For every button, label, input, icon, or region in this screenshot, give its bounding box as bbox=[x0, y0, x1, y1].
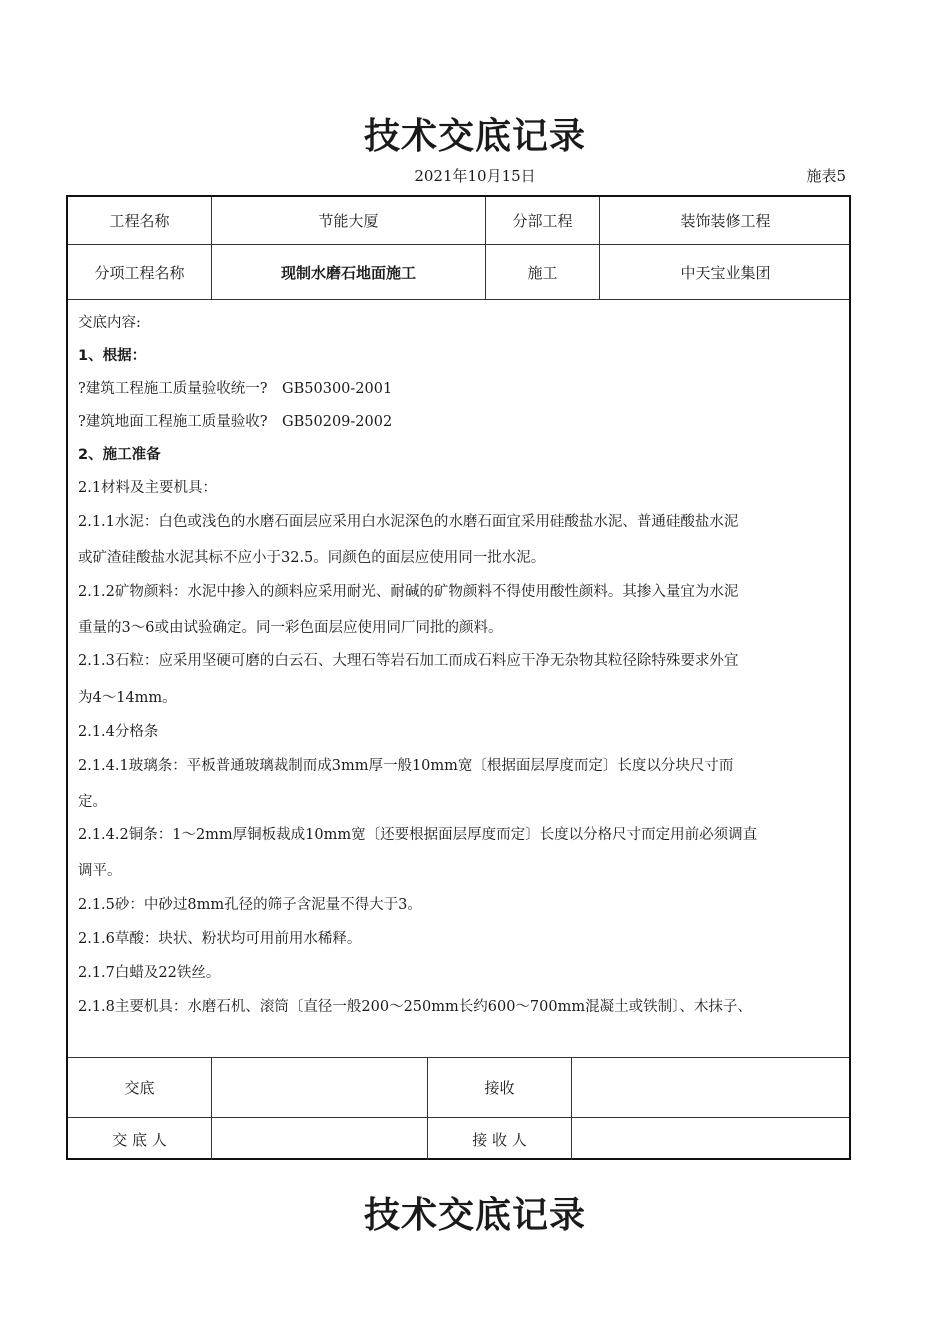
record-table bbox=[66, 195, 851, 1160]
content-line: 2.1.2矿物颜料：水泥中掺入的颜料应采用耐光、耐碱的矿物颜料不得使用酸性颜料。其掺入量宜为水泥 bbox=[78, 584, 739, 600]
row-divider bbox=[68, 299, 849, 300]
content-line: ?建筑地面工程施工质量验收? GB50209-2002 bbox=[78, 414, 393, 430]
discloser-name-field[interactable] bbox=[212, 1118, 427, 1160]
contractor-value: 中天宝业集团 bbox=[680, 263, 771, 282]
content-line: 交底内容: bbox=[78, 315, 141, 331]
record-date: 2021年10月15日 bbox=[414, 167, 536, 185]
receiver-label: 接 收 人 bbox=[472, 1130, 527, 1149]
receiver-name-field[interactable] bbox=[572, 1118, 851, 1160]
contractor-label: 施工 bbox=[527, 263, 558, 282]
content-line: 2.1.6草酸：块状、粉状均可用前用水稀释。 bbox=[78, 931, 362, 947]
content-line: 2.1材料及主要机具： bbox=[78, 480, 218, 496]
content-line: 为4～14mm。 bbox=[78, 690, 177, 706]
content-line: 2.1.4.1玻璃条：平板普通玻璃裁制而成3mm厚一般10mm宽〔根据面层厚度而定〕长度以分块尺寸而 bbox=[78, 758, 734, 774]
subitem-name-value: 现制水磨石地面施工 bbox=[280, 263, 416, 282]
content-line: 调平。 bbox=[78, 863, 122, 879]
division-label: 分部工程 bbox=[512, 212, 573, 230]
content-line: 定。 bbox=[78, 794, 107, 810]
content-line: 2.1.3石粒：应采用坚硬可磨的白云石、大理石等岩石加工而成石料应干净无杂物其粒径除特殊要求外宜 bbox=[78, 653, 739, 669]
division-value: 装饰装修工程 bbox=[680, 212, 771, 230]
content-line: ?建筑工程施工质量验收统一? GB50300-2001 bbox=[78, 381, 393, 397]
content-line: 2.1.4.2铜条：1～2mm厚铜板裁成10mm宽〔还要根据面层厚度而定〕长度以分格尺寸而定用前必须调直 bbox=[78, 827, 758, 843]
disclosure-label: 交底 bbox=[124, 1079, 155, 1097]
content-line: 或矿渣硅酸盐水泥其标不应小于32.5。同颜色的面层应使用同一批水泥。 bbox=[78, 550, 546, 566]
form-number: 施表5 bbox=[806, 167, 846, 185]
content-line: 2.1.8主要机具：水磨石机、滚筒〔直径一般200～250mm长约600～700mm混凝土或铁制〕、木抹子、 bbox=[78, 999, 752, 1015]
next-page-title: 技术交底记录 bbox=[363, 1195, 586, 1236]
discloser-label: 交 底 人 bbox=[112, 1130, 167, 1149]
receipt-label: 接收 bbox=[484, 1079, 515, 1097]
content-line: 2.1.4分格条 bbox=[78, 724, 159, 740]
document-title: 技术交底记录 bbox=[363, 116, 586, 157]
content-line: 2.1.7白蜡及22铁丝。 bbox=[78, 965, 221, 981]
content-line: 重量的3～6或由试验确定。同一彩色面层应使用同厂同批的颜料。 bbox=[78, 620, 503, 636]
section-heading: 2、施工准备 bbox=[78, 447, 161, 463]
project-name-label: 工程名称 bbox=[109, 212, 170, 230]
project-name-value: 节能大厦 bbox=[318, 212, 379, 230]
disclosure-signature-field[interactable] bbox=[212, 1058, 427, 1117]
section-heading: 1、根据： bbox=[78, 348, 147, 364]
content-line: 2.1.5砂：中砂过8mm孔径的筛子含泥量不得大于3。 bbox=[78, 897, 422, 913]
receipt-signature-field[interactable] bbox=[572, 1058, 851, 1117]
subitem-name-label: 分项工程名称 bbox=[94, 263, 185, 282]
content-line: 2.1.1水泥：白色或浅色的水磨石面层应采用白水泥深色的水磨石面宜采用硅酸盐水泥、普通硅酸盐水泥 bbox=[78, 514, 739, 530]
